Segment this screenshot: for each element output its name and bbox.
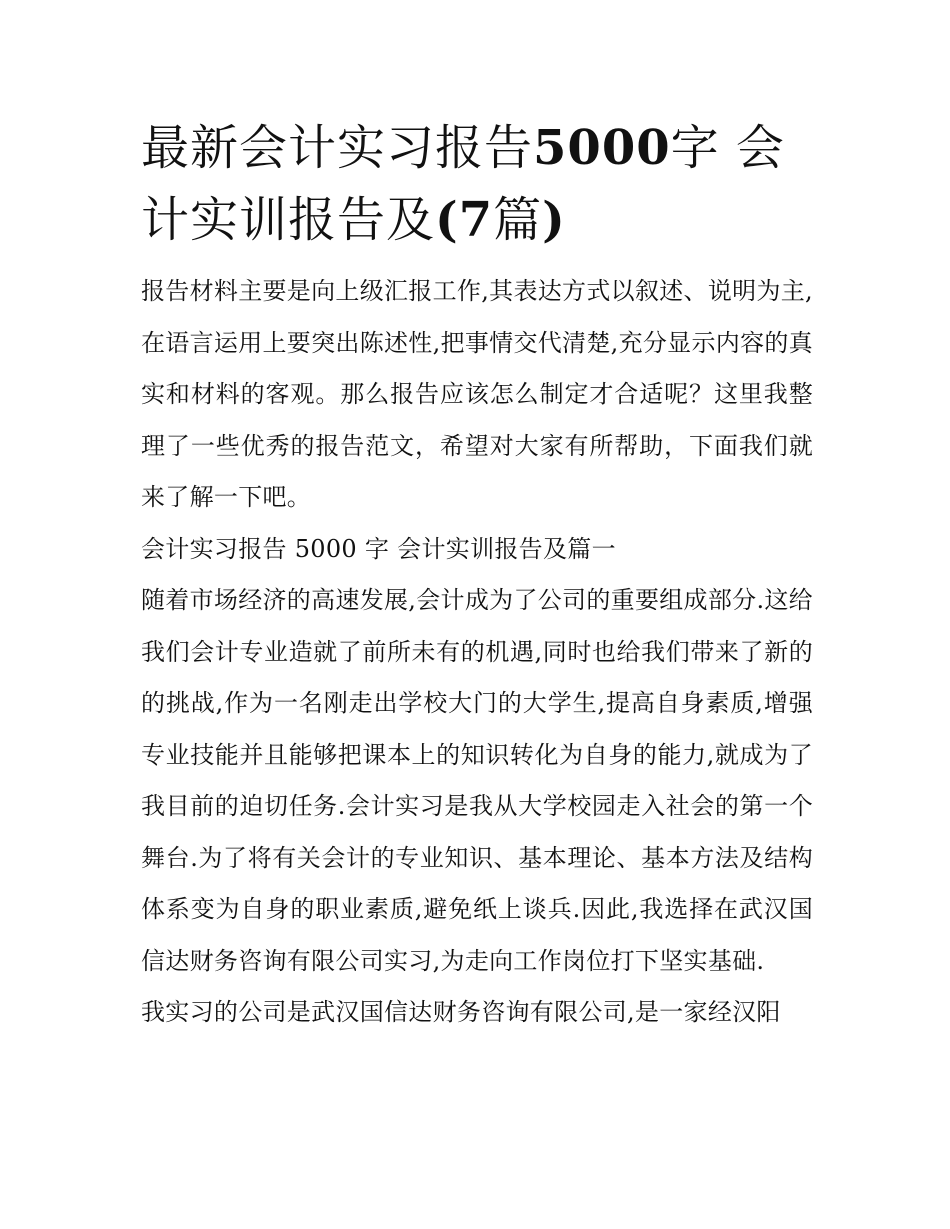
- body-paragraph-1: 随着市场经济的高速发展,会计成为了公司的重要组成部分.这给我们会计专业造就了前所未有的机遇,同时也给我们带来了新的的挑战,作为一名刚走出学校大门的大学生,提高自身素质,增强专业技能并且能够把课本上的知识转化为自身的能力,就成为了我目前的迫切任务.会计实习是我从大学校园走入社会的第一个舞台.为了将有关会计的专业知识、基本理论、基本方法及结构体系变为自身的职业素质,避免纸上谈兵.因此,我选择在武汉国信达财务咨询有限公司实习,为走向工作岗位打下坚实基础.: [141, 586, 813, 975]
- title-text-2: 字 会计实训报告及: [141, 120, 785, 248]
- section-heading: 会计实习报告 5000 字 会计实训报告及篇一: [141, 534, 616, 563]
- title-spacer: [141, 256, 813, 266]
- title-number-2: (7: [435, 192, 494, 248]
- title-text-3: 篇: [493, 192, 543, 248]
- intro-paragraph: 报告材料主要是向上级汇报工作,其表达方式以叙述、说明为主,在语言运用上要突出陈述性,把事情交代清楚,充分显示内容的真实和材料的客观。那么报告应该怎么制定才合适呢？这里我整理了一些优秀的报告范文，希望对大家有所帮助，下面我们就来了解一下吧。: [141, 277, 813, 511]
- title-number-1: 5000: [533, 120, 671, 176]
- body-paragraph-2: 我实习的公司是武汉国信达财务咨询有限公司,是一家经汉阳: [141, 998, 781, 1026]
- title-text-1: 最新会计实习报告: [141, 120, 534, 176]
- document-title: [141, 112, 813, 256]
- title-number-3: ): [542, 192, 566, 248]
- document-body: [141, 112, 813, 1039]
